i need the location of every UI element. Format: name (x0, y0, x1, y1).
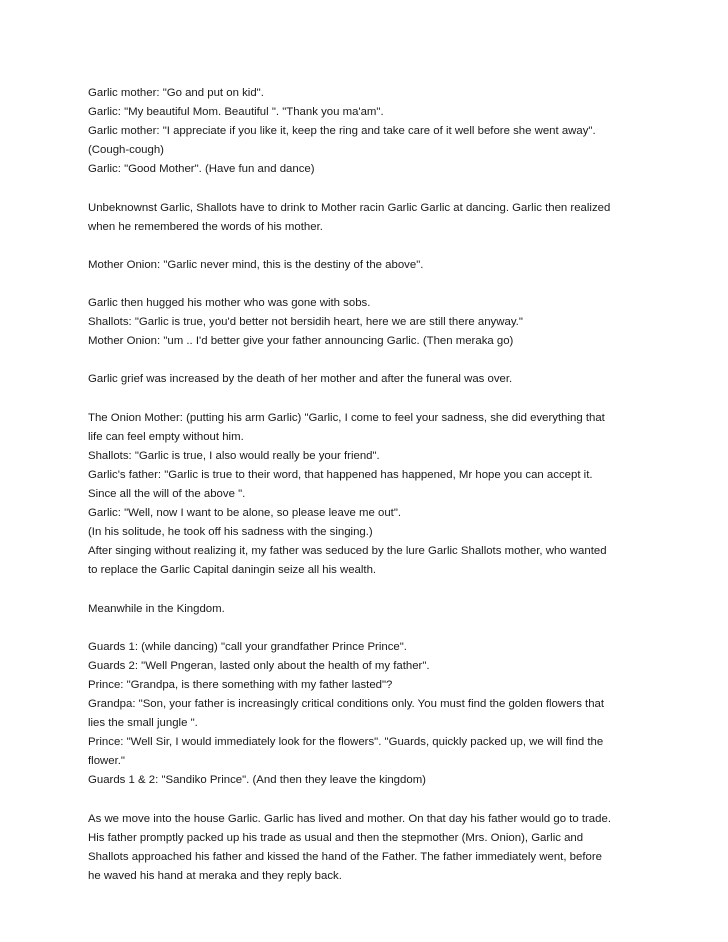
text-line: flower." (88, 755, 125, 768)
text-line: to replace the Garlic Capital daningin seize all his wealth. (88, 564, 377, 577)
paragraph (88, 638, 668, 791)
text-line: Shallots approached his father and kissed the hand of the Father. The father immediately went, before (88, 850, 602, 863)
text-line: lies the small jungle ". (88, 717, 198, 730)
text-line: Garlic's father: "Garlic is true to their word, that happened has happened, Mr hope you can accept it. (88, 468, 593, 481)
text-line: Grandpa: "Son, your father is increasingly critical conditions only. You must find the golden flowers that (88, 698, 605, 710)
text-line: The Onion Mother: (putting his arm Garlic) "Garlic, I come to feel your sadness, she did everything that (88, 411, 605, 424)
paragraph (88, 409, 668, 581)
text-line: Garlic grief was increased by the death of her mother and after the funeral was over. (88, 373, 513, 386)
text-line: when he remembered the words of his mother. (88, 220, 323, 233)
paragraph (88, 256, 668, 275)
text-line: Prince: "Well Sir, I would immediately look for the flowers". "Guards, quickly packed up, we will find the (88, 736, 604, 749)
text-line: he waved his hand at meraka and they reply back. (88, 869, 342, 882)
text-line: Garlic: "Good Mother". (Have fun and dance) (88, 163, 315, 176)
text-line: life can feel empty without him. (88, 430, 244, 443)
text-line: Garlic: "Well, now I want to be alone, so please leave me out". (88, 507, 402, 520)
text-line: Garlic mother: "Go and put on kid". (88, 87, 264, 99)
paragraph (88, 600, 668, 619)
text-line: Garlic: "My beautiful Mom. Beautiful ". "Thank you ma'am". (88, 106, 384, 119)
text-line: Shallots: "Garlic is true, I also would really be your friend". (88, 449, 380, 462)
text-line: Garlic mother: "I appreciate if you like it, keep the ring and take care of it well before she went away". (88, 125, 596, 138)
text-line: Garlic then hugged his mother who was gone with sobs. (88, 297, 371, 310)
text-line: Guards 1: (while dancing) "call your grandfather Prince Prince". (88, 640, 407, 653)
text-line: Mother Onion: "um .. I'd better give your father announcing Garlic. (Then meraka go) (88, 335, 514, 348)
text-line: (Cough-cough) (88, 144, 164, 157)
text-line: (In his solitude, he took off his sadness with the singing.) (88, 526, 373, 539)
text-line: Meanwhile in the Kingdom. (88, 602, 225, 615)
paragraph (88, 370, 668, 389)
document-body (88, 84, 668, 905)
text-line: Shallots: "Garlic is true, you'd better not bersidih heart, here we are still there anyway." (88, 316, 523, 329)
text-line: After singing without realizing it, my father was seduced by the lure Garlic Shallots mother, who wanted (88, 545, 607, 558)
paragraph (88, 84, 668, 179)
text-line: Guards 2: "Well Pngeran, lasted only about the health of my father". (88, 659, 430, 672)
text-line: Guards 1 & 2: "Sandiko Prince". (And then they leave the kingdom) (88, 774, 426, 787)
text-line: Prince: "Grandpa, is there something with my father lasted"? (88, 678, 393, 691)
text-line: Mother Onion: "Garlic never mind, this is the destiny of the above". (88, 258, 424, 271)
text-line: His father promptly packed up his trade as usual and then the stepmother (Mrs. Onion), Garlic and (88, 831, 584, 844)
text-line: As we move into the house Garlic. Garlic has lived and mother. On that day his father would go to trade. (88, 812, 611, 825)
text-line: Unbeknownst Garlic, Shallots have to drink to Mother racin Garlic Garlic at dancing. Garlic then realized (88, 201, 611, 214)
paragraph (88, 810, 668, 886)
paragraph (88, 294, 668, 351)
paragraph (88, 199, 668, 237)
text-line: Since all the will of the above ". (88, 487, 246, 500)
